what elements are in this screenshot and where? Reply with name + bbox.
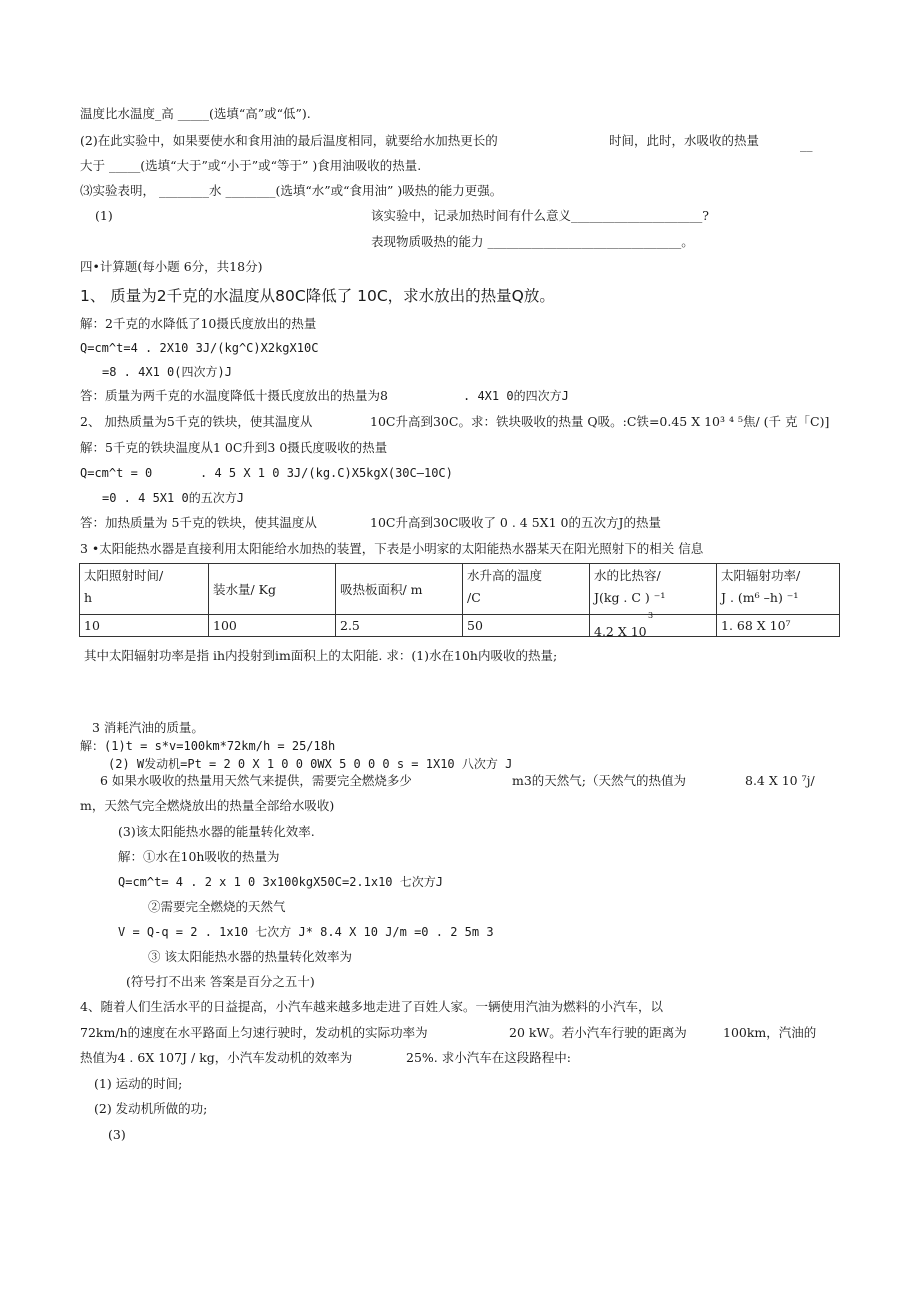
text-line: 解：2千克的水降低了10摄氏度放出的热量	[80, 316, 317, 331]
cell-text: 水升高的温度	[467, 568, 543, 583]
table-header-cell	[717, 564, 840, 615]
text-line: 时间，此时，水吸收的热量	[609, 133, 760, 148]
text-line: 25%. 求小汽车在这段路程中:	[406, 1050, 571, 1065]
formula-line: Q=cm^t = 0	[80, 466, 153, 480]
table-header-cell	[590, 564, 717, 615]
text-line: . 4X1 0的四次方J	[463, 389, 569, 403]
text-line: ③ 该太阳能热水器的热量转化效率为	[148, 949, 352, 964]
cell-text: 吸热板面积/ m	[340, 582, 423, 597]
text-line: 表现物质吸热的能力 _______________________________。	[371, 234, 694, 249]
text-line: (2)在此实验中，如果要使水和食用油的最后温度相同，就要给水加热更长的	[80, 133, 498, 148]
text-line: __	[800, 137, 813, 152]
formula-line: V = Q-q = 2 . 1x10 七次方 J* 8.4 X 10 J/m =0 . 2 5m 3	[118, 925, 494, 939]
question-title: 1、 质量为2千克的水温度从80C降低了 10C，求水放出的热量Q放。	[80, 287, 555, 305]
text-line: 热值为4 . 6X 107J / kg，小汽车发动机的效率为	[80, 1050, 353, 1065]
text-line: 大于 _____(选填“大于”或“小于”或“等于” )食用油吸收的热量.	[80, 158, 422, 173]
text-line: 100km，汽油的	[723, 1025, 817, 1040]
text-line: (1)	[95, 208, 113, 223]
table-cell: 2.5	[336, 615, 463, 637]
text-line: 答：质量为两千克的水温度降低十摄氏度放出的热量为8	[80, 388, 388, 403]
table-header-cell	[80, 564, 209, 615]
section-heading: 四•计算题(每小题 6分，共18分)	[80, 259, 263, 274]
text-line: 其中太阳辐射功率是指 ih内投射到im面积上的太阳能. 求：(1)水在10h内吸收的热量;	[84, 648, 558, 663]
cell-text: J . (m⁶ –h) ⁻¹	[721, 590, 799, 605]
text-line: ⑶实验表明， ________水 ________(选填“水”或“食用油” )吸热的能力更强。	[80, 183, 503, 198]
text-line: 解：5千克的铁块温度从1 0C升到3 0摄氏度吸收的热量	[80, 440, 388, 455]
text-line: 72km/h的速度在水平路面上匀速行驶时，发动机的实际功率为	[80, 1025, 428, 1040]
cell-exponent: 3	[648, 611, 654, 620]
table-row	[80, 615, 840, 637]
table-header-cell	[463, 564, 590, 615]
text-line: 10C升高到30C。求：铁块吸收的热量 Q吸。:C铁=0.45 X 10³ ⁴ ⁵焦/ (千 克「C)]	[370, 414, 830, 429]
text-line: (3)该太阳能热水器的能量转化效率.	[118, 824, 315, 839]
text-line: 3 消耗汽油的质量。	[92, 720, 204, 735]
formula-line: =0 . 4 5X1 0的五次方J	[102, 491, 244, 505]
formula-line: . 4 5 X 1 0 3J/(kg.C)X5kgX(30C—10C)	[200, 466, 453, 480]
cell-text: J(kg . C ) ⁻¹	[594, 590, 666, 605]
table-cell: 10	[80, 615, 209, 637]
cell-text: 4.2 X 10	[594, 624, 647, 639]
data-table	[79, 563, 840, 637]
text-line: 3 •太阳能热水器是直接利用太阳能给水加热的装置，下表是小明家的太阳能热水器某天在阳光照射下的相关 信息	[80, 541, 704, 556]
text-line: ②需要完全燃烧的天然气	[148, 899, 286, 914]
text-line: 10C升高到30C吸收了 0 . 4 5X1 0的五次方J的热量	[370, 515, 661, 530]
cell-text: 太阳辐射功率/	[721, 568, 801, 583]
cell-text: /C	[467, 590, 481, 605]
formula-line: 解：(1)t = s*v=100km*72km/h = 25/18h	[80, 739, 336, 753]
cell-text: h	[84, 590, 93, 605]
text-line: m3的天然气;（天然气的热值为	[512, 773, 687, 788]
formula-line: =8 . 4X1 0(四次方)J	[102, 365, 232, 379]
formula-line: (2) W发动机=Pt = 2 0 X 1 0 0 0WX 5 0 0 0 s = 1X10 八次方 J	[108, 757, 513, 771]
formula-line: Q=cm^t= 4 . 2 x 1 0 3x100kgX50C=2.1x10 七次方J	[118, 875, 443, 889]
text-line: (2) 发动机所做的功;	[94, 1101, 208, 1116]
text-line: 解：①水在10h吸收的热量为	[118, 849, 280, 864]
text-line: m，天然气完全燃烧放出的热量全部给水吸收)	[80, 798, 335, 813]
table-header-cell	[209, 564, 336, 615]
cell-text: 太阳照射时间/	[84, 568, 164, 583]
table-cell: 100	[209, 615, 336, 637]
cell-text: 水的比热容/	[594, 568, 661, 583]
table-header-row	[80, 564, 840, 615]
text-line: (3)	[108, 1127, 126, 1142]
text-line: (1) 运动的时间;	[94, 1076, 183, 1091]
table-cell	[590, 611, 717, 639]
table-cell: 1. 68 X 10⁷	[717, 615, 840, 637]
text-line: 该实验中，记录加热时间有什么意义_____________________?	[371, 208, 709, 223]
text-line: 8.4 X 10 ⁷j/	[745, 773, 815, 788]
text-line: (符号打不出来 答案是百分之五十)	[126, 974, 315, 989]
table-header-cell	[336, 564, 463, 615]
text-line: 20 kW。若小汽车行驶的距离为	[509, 1025, 687, 1040]
table-cell: 50	[463, 615, 590, 637]
text-line: 4、随着人们生活水平的日益提高，小汽车越来越多地走进了百姓人家。一辆使用汽油为燃料的小汽车，以	[80, 999, 663, 1014]
formula-line: Q=cm^t=4 . 2X10 3J/(kg^C)X2kgX10C	[80, 341, 319, 355]
text-line: 答：加热质量为 5千克的铁块，使其温度从	[80, 515, 317, 530]
text-line: 2、 加热质量为5千克的铁块，使其温度从	[80, 414, 313, 429]
cell-text: 装水量/ Kg	[213, 582, 277, 597]
text-line: 6 如果水吸收的热量用天然气来提供，需要完全燃烧多少	[100, 773, 412, 788]
text-line: 温度比水温度_高 _____(选填“高”或“低”).	[80, 106, 311, 121]
